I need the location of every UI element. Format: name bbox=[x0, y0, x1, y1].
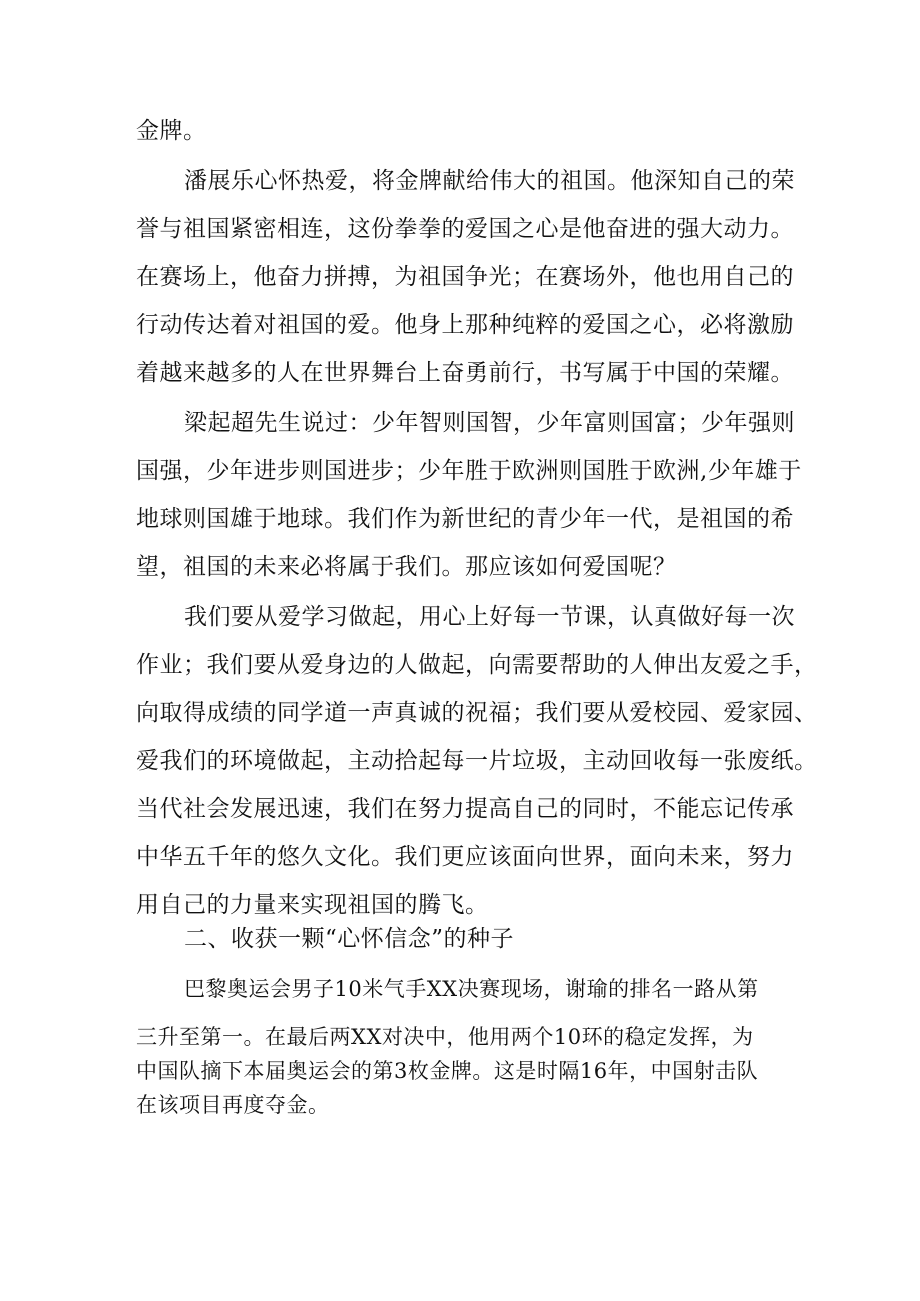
text-line-17: 用自己的力量来实现祖国的腾飞。 bbox=[136, 892, 489, 918]
text-line-11: 我们要从爱学习做起，用心上好每一节课，认真做好每一次 bbox=[184, 604, 795, 630]
text-line-4: 在赛场上，他奋力拼搏，为祖国争光；在赛场外，他也用自己的 bbox=[136, 264, 794, 290]
text-line-2: 潘展乐心怀热爱，将金牌献给伟大的祖国。他深知自己的荣 bbox=[184, 168, 795, 194]
text-line-8: 国强，少年进步则国进步；少年胜于欧洲则国胜于欧洲,少年雄于 bbox=[136, 458, 802, 484]
text-line-3: 誉与祖国紧密相连，这份拳拳的爱国之心是他奋进的强大动力。 bbox=[136, 216, 794, 242]
text-line-5: 行动传达着对祖国的爱。他身上那种纯粹的爱国之心，必将激励 bbox=[136, 312, 794, 338]
text-line-19: 巴黎奥运会男子10米气手XX决赛现场，谢瑜的排名一路从第 bbox=[184, 977, 759, 1001]
section-heading: 二、收获一颗“心怀信念”的种子 bbox=[184, 926, 515, 952]
text-line-14: 爱我们的环境做起，主动拾起每一片垃圾，主动回收每一张废纸。 bbox=[136, 748, 818, 774]
text-line-9: 地球则国雄于地球。我们作为新世纪的青少年一代，是祖国的希 bbox=[136, 506, 794, 532]
text-line-6: 着越来越多的人在世界舞台上奋勇前行，书写属于中国的荣耀。 bbox=[136, 360, 794, 386]
text-line-21: 中国队摘下本届奥运会的第3枚金牌。这是时隔16年，中国射击队 bbox=[136, 1059, 759, 1083]
text-line-1: 金牌。 bbox=[136, 118, 207, 144]
text-line-10: 望，祖国的未来必将属于我们。那应该如何爱国呢？ bbox=[136, 554, 677, 580]
text-line-7: 梁起超先生说过：少年智则国智，少年富则国富；少年强则 bbox=[184, 410, 795, 436]
text-line-16: 中华五千年的悠久文化。我们更应该面向世界，面向未来，努力 bbox=[136, 844, 794, 870]
text-line-20: 三升至第一。在最后两XX对决中，他用两个10环的稳定发挥，为 bbox=[136, 1025, 754, 1049]
text-line-22: 在该项目再度夺金。 bbox=[136, 1093, 330, 1117]
text-line-12: 作业；我们要从爱身边的人做起，向需要帮助的人伸出友爱之手， bbox=[136, 652, 818, 678]
text-line-15: 当代社会发展迅速，我们在努力提高自己的同时，不能忘记传承 bbox=[136, 796, 794, 822]
text-line-13: 向取得成绩的同学道一声真诚的祝福；我们要从爱校园、爱家园、 bbox=[136, 700, 818, 726]
